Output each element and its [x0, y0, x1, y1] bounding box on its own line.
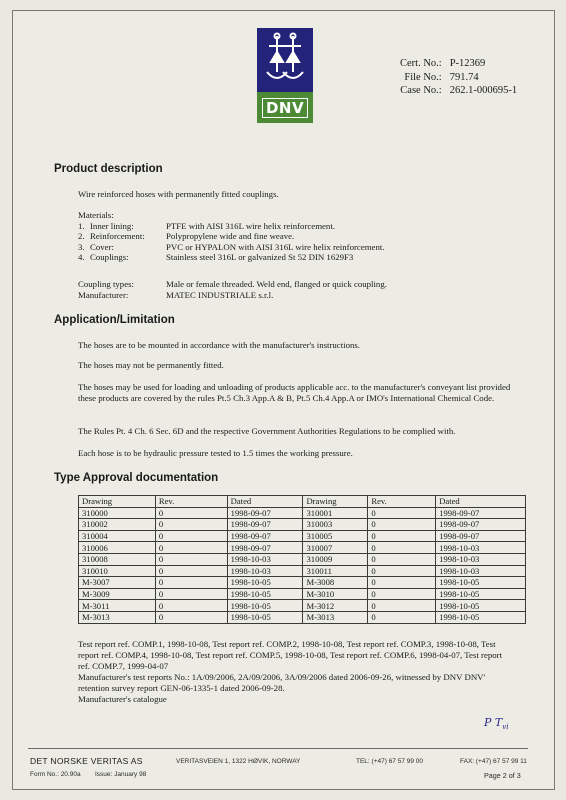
table-cell: 0 [368, 600, 436, 612]
table-cell: 1998-10-05 [436, 600, 526, 612]
manufacturer-row [78, 290, 387, 301]
table-cell: 1998-09-07 [227, 530, 303, 542]
table-cell: 0 [368, 519, 436, 531]
manufacturer-key: Manufacturer: [78, 289, 129, 300]
cert-row [398, 57, 519, 71]
material-value: Stainless steel 316L or galvanized St 52 DIN 1629F3 [166, 252, 354, 263]
cert-value: 791.74 [449, 71, 479, 83]
material-row [78, 252, 385, 263]
table-cell: 1998-09-07 [227, 542, 303, 554]
table-cell: 0 [155, 530, 227, 542]
table-cell: 310011 [303, 565, 368, 577]
test-report-notes: Test report ref. COMP.1, 1998-10-08, Test report ref. COMP.2, 1998-10-08, Test report ref. COMP.3, 1998-10-08, Test report ref. COMP.4, 1998-10-08, Test report ref. COMP.5, 1998-10-08, Test report ref. COMP.6, 1998-04-07, Test report ref. COMP.7, 1999-04-07 [78, 639, 503, 671]
table-cell: 0 [368, 530, 436, 542]
table-cell: M-3012 [303, 600, 368, 612]
footer-issue: Issue: January 98 [95, 771, 147, 778]
application-p1: The hoses are to be mounted in accordance with the manufacturer's instructions. [78, 340, 361, 350]
application-p2: The hoses may not be permanently fitted. [78, 360, 224, 370]
dnv-logo [257, 28, 313, 123]
column-header: Rev. [155, 496, 227, 508]
table-header-row [79, 496, 526, 508]
column-header: Dated [436, 496, 526, 508]
footer-form-number: Form No.: 20.90a [30, 771, 81, 778]
material-value: Polypropylene wide and fine weave. [166, 231, 295, 242]
table-cell: 310006 [79, 542, 156, 554]
application-heading: Application/Limitation [54, 314, 175, 326]
material-num: 1. [78, 220, 85, 231]
table-cell: 0 [368, 577, 436, 589]
table-row [79, 565, 526, 577]
table-cell: 0 [155, 519, 227, 531]
certificate-numbers [398, 57, 519, 98]
table-row [79, 507, 526, 519]
table-cell: 1998-10-05 [436, 588, 526, 600]
table-row [79, 588, 526, 600]
table-cell: 0 [155, 611, 227, 623]
table-row [79, 600, 526, 612]
table-row [79, 553, 526, 565]
table-row [79, 611, 526, 623]
table-row [79, 577, 526, 589]
table-cell: 1998-10-05 [227, 577, 303, 589]
table-cell: 0 [368, 611, 436, 623]
table-cell: M-3011 [79, 600, 156, 612]
table-cell: 0 [155, 542, 227, 554]
table-row [79, 530, 526, 542]
table-cell: 1998-10-03 [227, 565, 303, 577]
manufacturer-test-notes: Manufacturer's test reports No.: 1A/09/2006, 2A/09/2006, 3A/09/2006 dated 2006-09-26, witnessed by DNV DNV' retention survey report GEN-06-1335-1 dated 2006-09-28. [78, 672, 486, 693]
table-cell: 310005 [303, 530, 368, 542]
materials-block [78, 210, 385, 263]
material-key: Couplings: [90, 252, 129, 263]
table-cell: M-3007 [79, 577, 156, 589]
table-row [79, 519, 526, 531]
table-cell: 310001 [303, 507, 368, 519]
table-cell: 310004 [79, 530, 156, 542]
dnv-emblem-icon [257, 28, 313, 92]
footer-page-number: Page 2 of 3 [484, 771, 521, 780]
drawings-table-body [79, 507, 526, 623]
column-header: Drawing [303, 496, 368, 508]
coupling-value: Male or female threaded. Weld end, flanged or quick coupling. [166, 279, 387, 289]
table-cell: 1998-09-07 [227, 519, 303, 531]
application-p5: Each hose is to be hydraulic pressure tested to 1.5 times the working pressure. [78, 448, 353, 458]
table-cell: 1998-09-07 [436, 519, 526, 531]
table-cell: 310010 [79, 565, 156, 577]
manufacturer-value: MATEC INDUSTRIALE s.r.l. [166, 289, 274, 300]
cert-row [398, 84, 519, 98]
table-cell: M-3010 [303, 588, 368, 600]
table-cell: 1998-10-05 [227, 611, 303, 623]
table-cell: 310009 [303, 553, 368, 565]
cert-label: File No.: [404, 71, 442, 83]
table-cell: 1998-09-07 [436, 530, 526, 542]
material-num: 2. [78, 231, 85, 242]
table-cell: 0 [155, 565, 227, 577]
type-approval-heading: Type Approval documentation [54, 472, 219, 484]
material-num: 4. [78, 252, 85, 263]
table-cell: M-3009 [79, 588, 156, 600]
coupling-row [78, 279, 387, 290]
footer-tel: TEL: (+47) 67 57 99 00 [356, 758, 424, 765]
cert-label: Cert. No.: [400, 58, 442, 69]
table-cell: 0 [155, 577, 227, 589]
coupling-key: Coupling types: [78, 279, 134, 289]
table-cell: 310007 [303, 542, 368, 554]
table-cell: 1998-09-07 [436, 507, 526, 519]
application-p3: The hoses may be used for loading and unloading of products applicable acc. to the manufacturer's conveyant list provided these products are covered by the rules Pt.5 Ch.3 App.A & B, Pt.5 Ch.4 App.A or IMO's International Chemical Code. [78, 382, 511, 403]
material-row [78, 242, 385, 253]
table-cell: M-3013 [79, 611, 156, 623]
column-header: Drawing [79, 496, 156, 508]
product-description-heading: Product description [54, 163, 163, 175]
table-cell: 1998-10-03 [227, 553, 303, 565]
table-cell: 310003 [303, 519, 368, 531]
application-p4: The Rules Pt. 4 Ch. 6 Sec. 6D and the respective Government Authorities Regulations to be complied with. [78, 426, 456, 436]
table-row [79, 542, 526, 554]
materials-label: Materials: [78, 210, 114, 220]
table-cell: 310008 [79, 553, 156, 565]
material-key: Reinforcement: [90, 231, 145, 242]
table-cell: 0 [155, 600, 227, 612]
product-intro: Wire reinforced hoses with permanently fitted couplings. [78, 189, 279, 199]
table-cell: 1998-09-07 [227, 507, 303, 519]
handwritten-initials: P $T_{vi}$ [484, 716, 509, 732]
footer-address: VERITASVEIEN 1, 1322 HØVIK, NORWAY [176, 758, 301, 765]
table-cell: 0 [155, 588, 227, 600]
footer-divider [28, 748, 528, 749]
table-cell: 0 [368, 565, 436, 577]
table-cell: 0 [155, 553, 227, 565]
material-num: 3. [78, 241, 85, 252]
material-value: PVC or HYPALON with AISI 316L wire helix reinforcement. [166, 241, 385, 252]
table-cell: 0 [155, 507, 227, 519]
material-key: Inner lining: [90, 220, 134, 231]
material-row [78, 221, 385, 232]
cert-value: P-12369 [449, 58, 486, 69]
cert-label: Case No.: [400, 85, 442, 96]
table-cell: 310000 [79, 507, 156, 519]
material-value: PTFE with AISI 316L wire helix reinforcement. [166, 220, 335, 231]
table-cell: 0 [368, 588, 436, 600]
cert-value: 262.1-000695-1 [449, 85, 518, 96]
dnv-wordmark [257, 92, 313, 123]
footer-brand: DET NORSKE VERITAS AS [30, 756, 143, 766]
table-cell: M-3013 [303, 611, 368, 623]
manufacturer-catalogue: Manufacturer's catalogue [78, 694, 167, 704]
table-cell: M-3008 [303, 577, 368, 589]
table-cell: 1998-10-03 [436, 542, 526, 554]
table-cell: 310002 [79, 519, 156, 531]
table-cell: 1998-10-03 [436, 553, 526, 565]
cert-row [398, 71, 519, 85]
footer-fax: FAX: (+47) 67 57 99 11 [460, 758, 527, 765]
coupling-block [78, 279, 387, 300]
table-cell: 0 [368, 542, 436, 554]
table-cell: 1998-10-05 [227, 600, 303, 612]
table-cell: 1998-10-05 [436, 611, 526, 623]
dnv-logo-text: DNV [262, 98, 308, 118]
column-header: Rev. [368, 496, 436, 508]
table-cell: 1998-10-05 [227, 588, 303, 600]
table-cell: 1998-10-03 [436, 565, 526, 577]
table-cell: 0 [368, 553, 436, 565]
material-key: Cover: [90, 241, 114, 252]
column-header: Dated [227, 496, 303, 508]
table-cell: 1998-10-05 [436, 577, 526, 589]
table-cell: 0 [368, 507, 436, 519]
material-row [78, 231, 385, 242]
drawings-table [78, 495, 526, 624]
